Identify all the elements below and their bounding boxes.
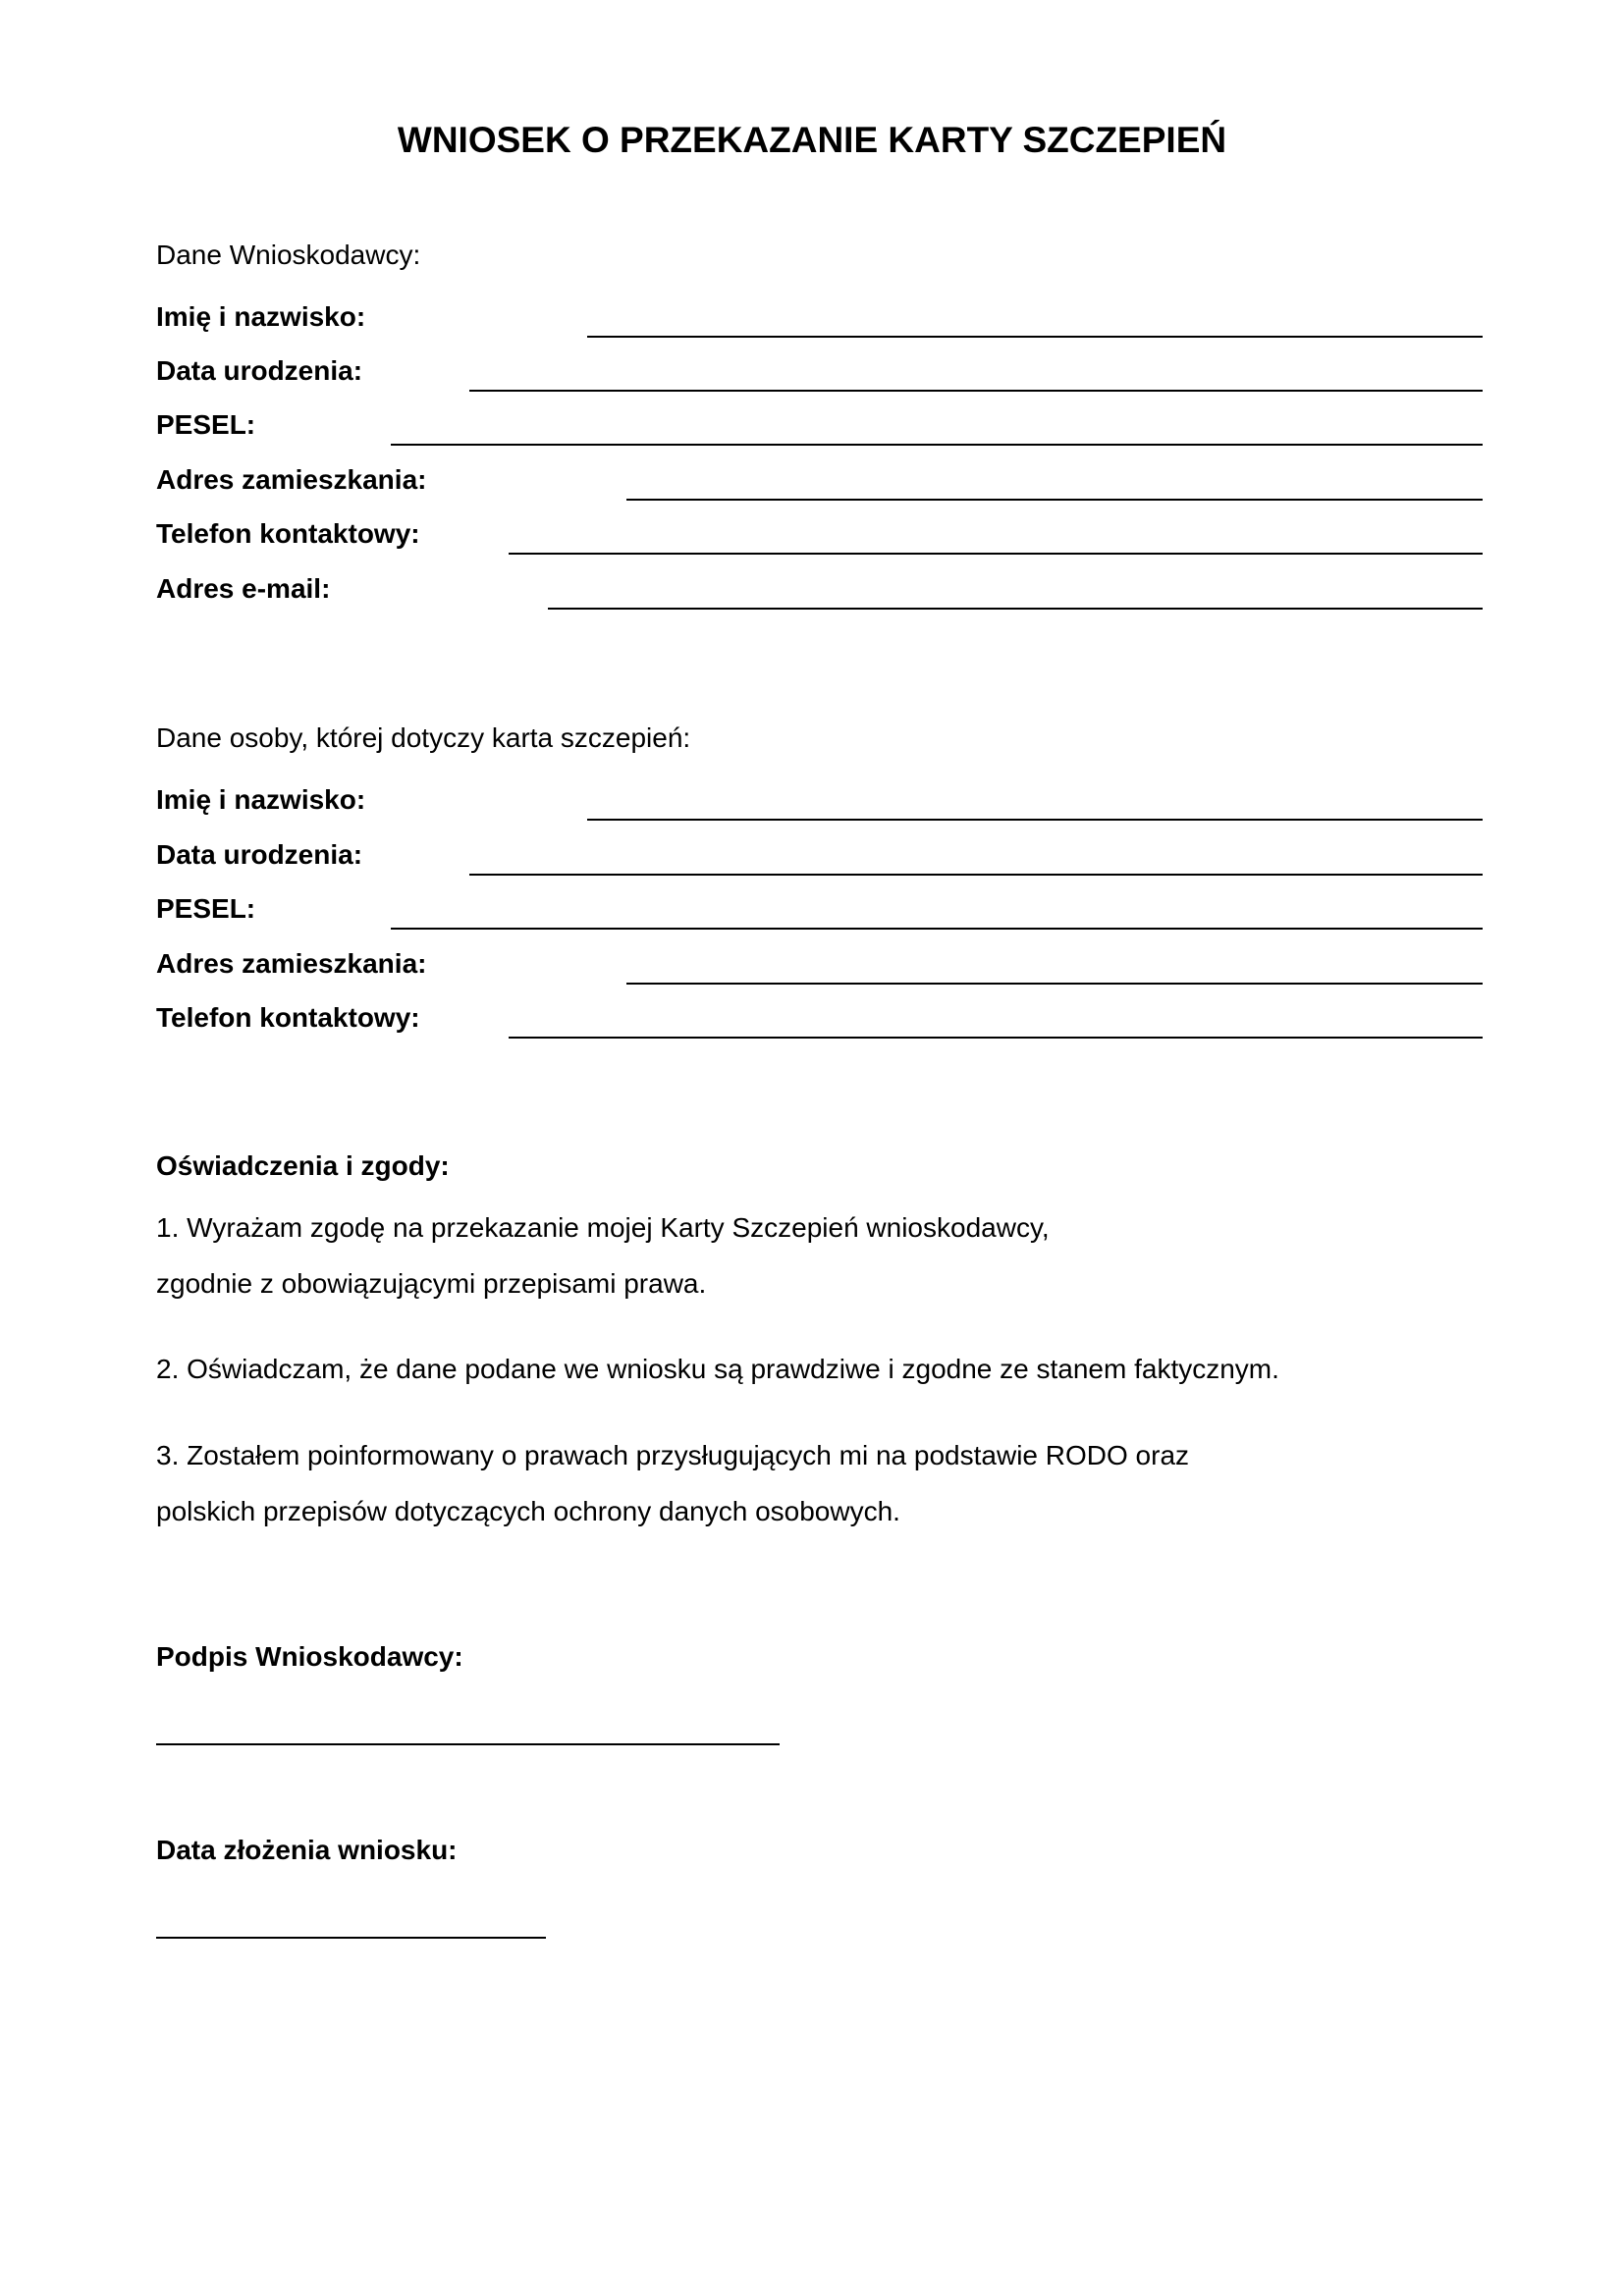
field-label: Adres zamieszkania: <box>156 464 427 495</box>
field-label: Imię i nazwisko: <box>156 784 366 815</box>
document-title: WNIOSEK O PRZEKAZANIE KARTY SZCZEPIEŃ <box>397 120 1227 160</box>
statement-2-line-1: 2. Oświadczam, że dane podane we wniosku są prawdziwe i zgodne ze stanem faktycznym. <box>156 1354 1279 1384</box>
subject-pesel-input-line[interactable] <box>391 928 1483 930</box>
applicant-phone-field[interactable] <box>156 514 1483 558</box>
field-label: Data urodzenia: <box>156 839 363 870</box>
submission-date-line[interactable] <box>156 1937 546 1939</box>
field-label: Telefon kontaktowy: <box>156 518 420 549</box>
signature-label: Podpis Wnioskodawcy: <box>156 1641 463 1672</box>
field-label: Telefon kontaktowy: <box>156 1002 420 1033</box>
applicant-address-input-line[interactable] <box>626 499 1483 501</box>
applicant-pesel-field[interactable] <box>156 405 1483 449</box>
subject-pesel-field[interactable] <box>156 889 1483 933</box>
applicant-address-field[interactable] <box>156 460 1483 504</box>
submission-date-label: Data złożenia wniosku: <box>156 1835 458 1865</box>
statements-heading: Oświadczenia i zgody: <box>156 1150 450 1181</box>
subject-section-heading: Dane osoby, której dotyczy karta szczepień: <box>156 722 691 753</box>
subject-birthdate-field[interactable] <box>156 835 1483 879</box>
applicant-phone-input-line[interactable] <box>509 553 1483 555</box>
signature-line[interactable] <box>156 1743 780 1745</box>
field-label: PESEL: <box>156 893 256 924</box>
applicant-email-input-line[interactable] <box>548 608 1483 610</box>
field-label: Data urodzenia: <box>156 355 363 386</box>
subject-address-field[interactable] <box>156 944 1483 988</box>
statement-1-line-2: zgodnie z obowiązującymi przepisami prawa. <box>156 1268 707 1299</box>
applicant-section-heading: Dane Wnioskodawcy: <box>156 240 421 270</box>
statement-3-line-2: polskich przepisów dotyczących ochrony danych osobowych. <box>156 1496 900 1526</box>
applicant-name-field[interactable] <box>156 297 1483 341</box>
subject-address-input-line[interactable] <box>626 983 1483 985</box>
statement-1-line-1: 1. Wyrażam zgodę na przekazanie mojej Karty Szczepień wnioskodawcy, <box>156 1212 1050 1243</box>
field-label: Adres zamieszkania: <box>156 948 427 979</box>
field-label: PESEL: <box>156 409 256 440</box>
subject-name-field[interactable] <box>156 780 1483 824</box>
subject-name-input-line[interactable] <box>587 819 1483 821</box>
applicant-name-input-line[interactable] <box>587 336 1483 338</box>
field-label: Adres e-mail: <box>156 573 331 604</box>
subject-birthdate-input-line[interactable] <box>469 874 1483 876</box>
statement-3-line-1: 3. Zostałem poinformowany o prawach przysługujących mi na podstawie RODO oraz <box>156 1440 1190 1470</box>
applicant-birthdate-field[interactable] <box>156 351 1483 395</box>
field-label: Imię i nazwisko: <box>156 301 366 332</box>
applicant-email-field[interactable] <box>156 569 1483 613</box>
applicant-pesel-input-line[interactable] <box>391 444 1483 446</box>
applicant-birthdate-input-line[interactable] <box>469 390 1483 392</box>
subject-phone-field[interactable] <box>156 998 1483 1041</box>
subject-phone-input-line[interactable] <box>509 1037 1483 1039</box>
